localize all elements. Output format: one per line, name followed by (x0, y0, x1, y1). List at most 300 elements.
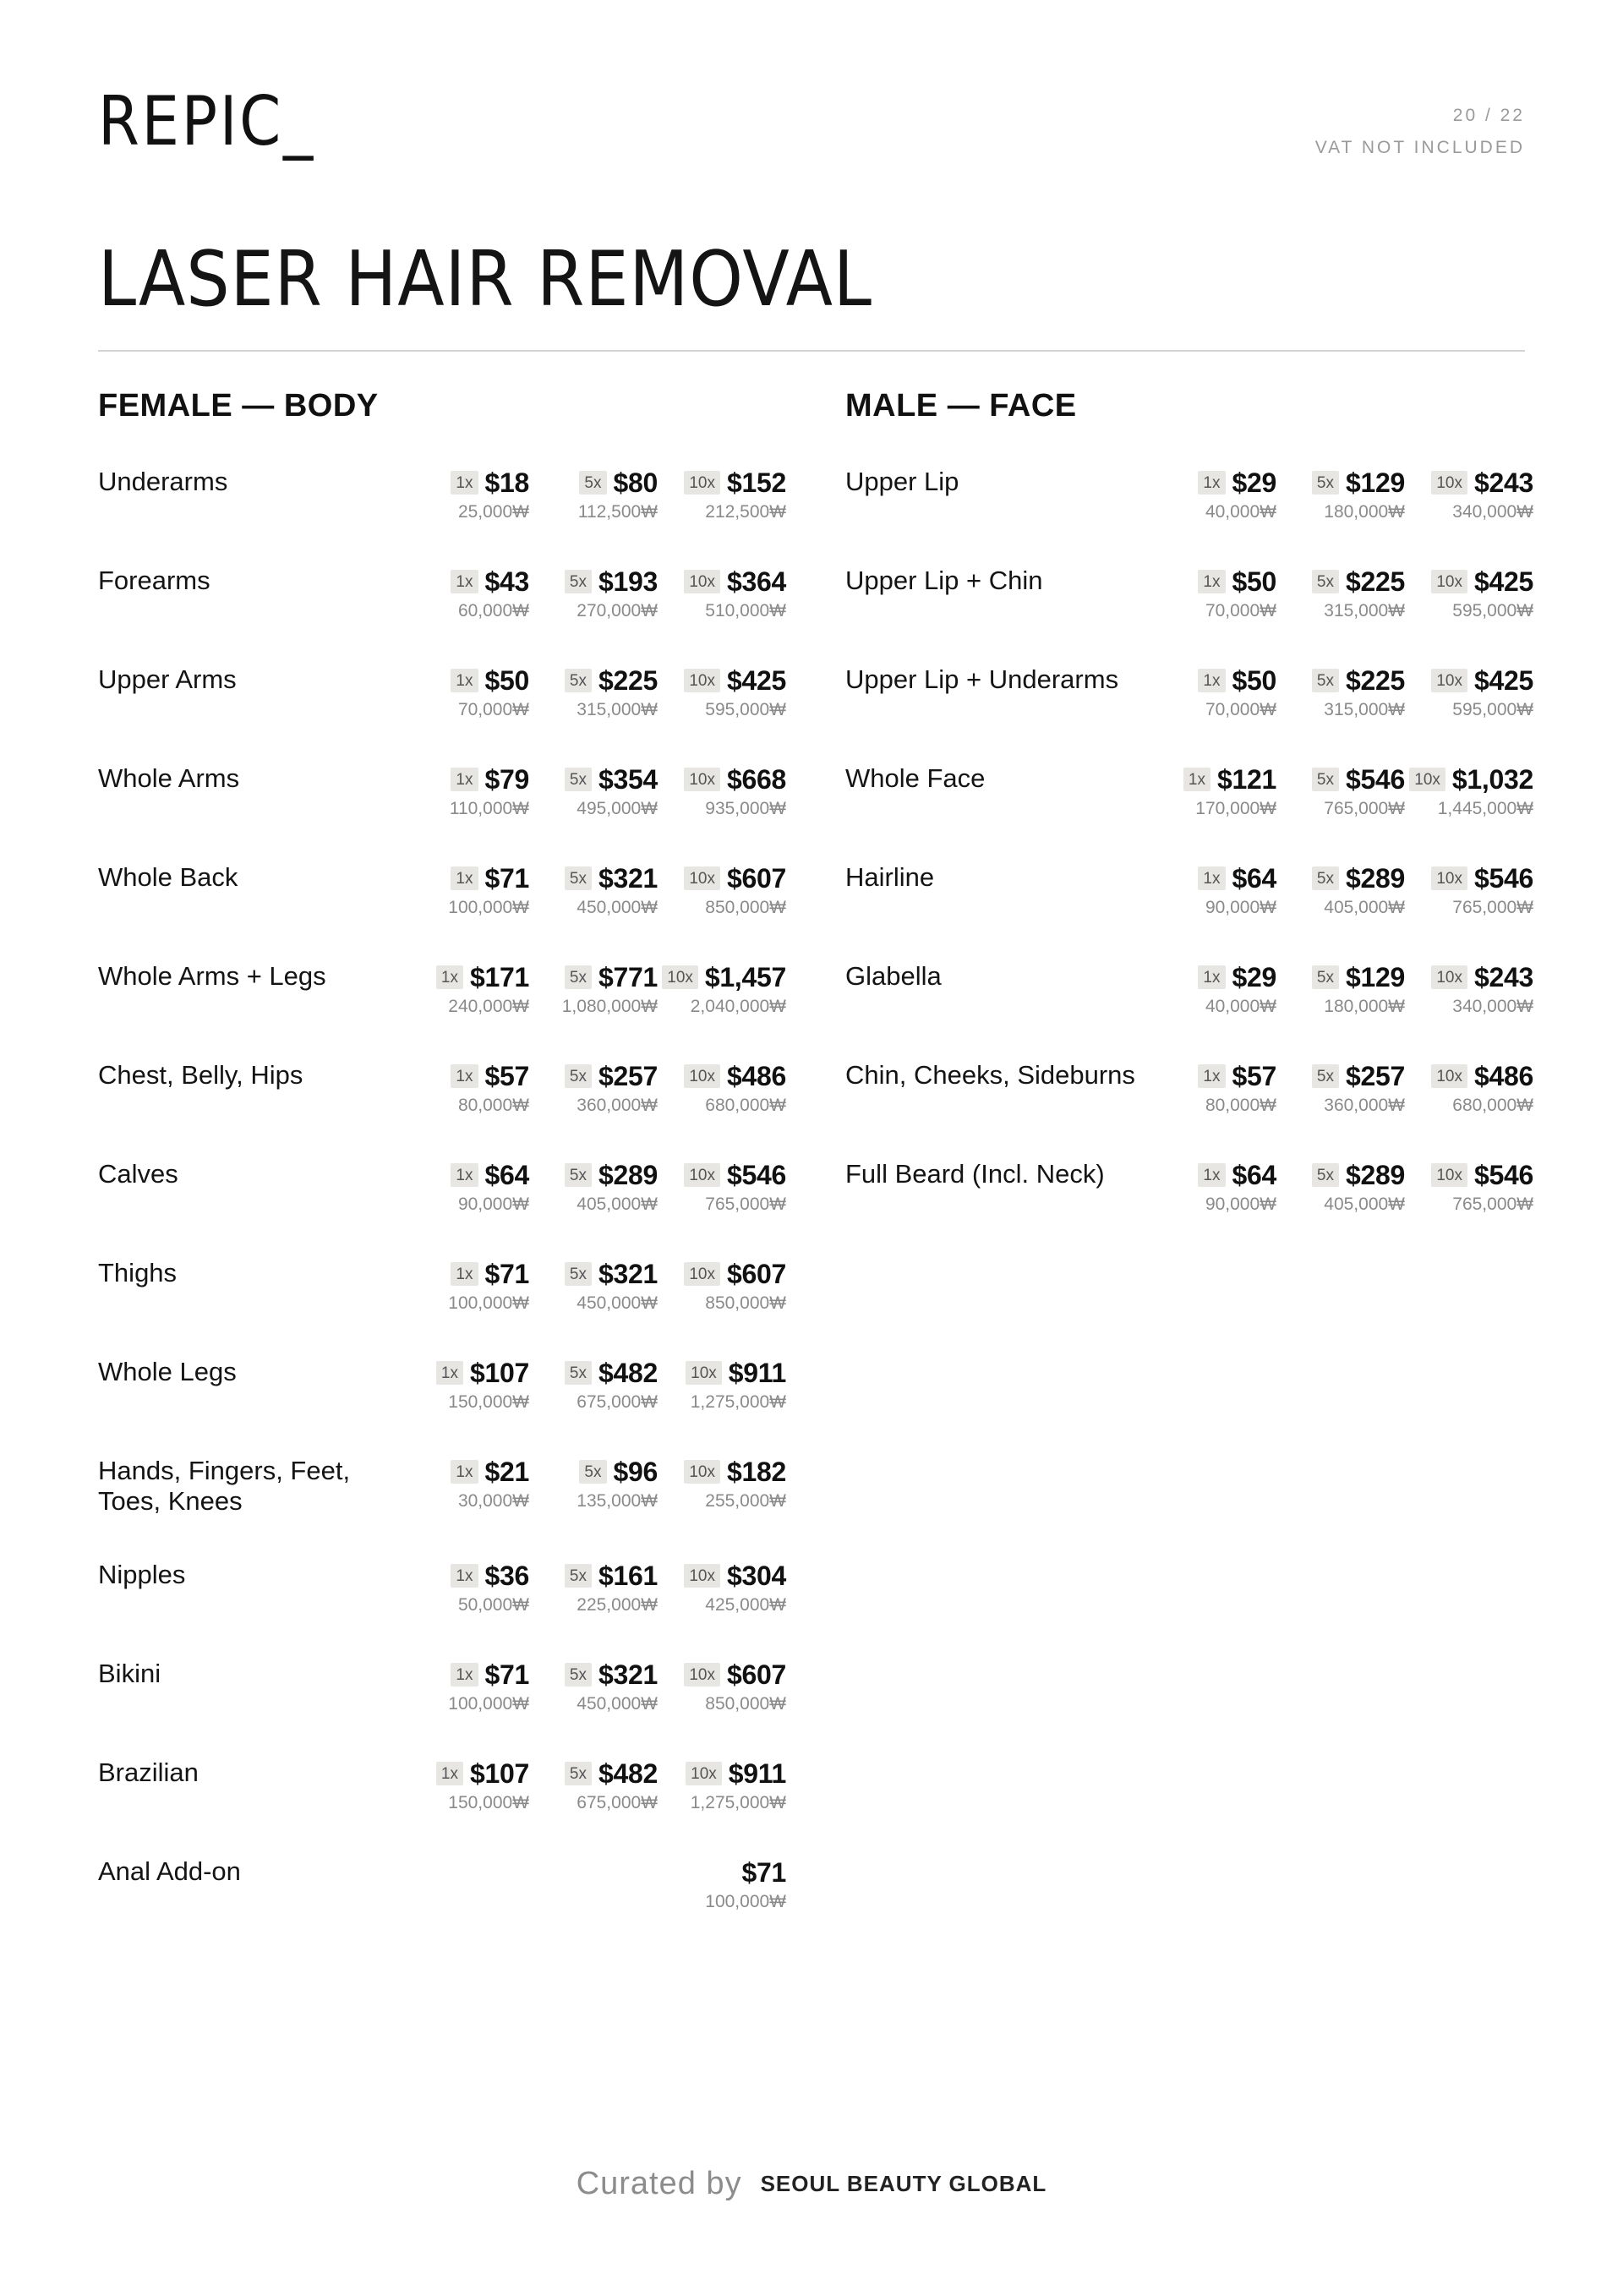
price-tier-top (1198, 664, 1276, 697)
price-tier (651, 1258, 786, 1317)
session-badge: 10x (684, 1064, 720, 1088)
price-row (845, 467, 1533, 566)
male-face-section (845, 387, 1533, 1258)
session-badge: 10x (1431, 669, 1467, 692)
item-name: Chest, Belly, Hips (98, 1060, 303, 1090)
price-krw: 180,000₩ (1324, 502, 1405, 522)
item-name: Upper Lip + Underarms (845, 664, 1119, 694)
price-usd: $107 (470, 1758, 529, 1789)
price-usd: $289 (1346, 1160, 1405, 1190)
price-tier (651, 1456, 786, 1515)
price-usd: $257 (1346, 1061, 1405, 1091)
session-badge: 1x (1198, 471, 1225, 495)
session-badge: 1x (436, 1361, 463, 1385)
price-usd: $546 (1346, 764, 1405, 795)
price-krw: 765,000₩ (1324, 799, 1405, 818)
price-row (845, 566, 1533, 664)
price-usd: $911 (728, 1758, 786, 1789)
session-badge: 10x (686, 1361, 722, 1385)
price-tier (1270, 1159, 1405, 1218)
section-heading-male: MALE — FACE (845, 388, 1077, 424)
session-badge: 5x (565, 1163, 592, 1187)
session-badge: 1x (451, 1064, 478, 1088)
price-krw: 80,000₩ (457, 1096, 529, 1115)
price-usd: $36 (484, 1561, 529, 1591)
price-tier (394, 1357, 529, 1416)
price-tier (1141, 862, 1276, 921)
price-tier (651, 1159, 786, 1218)
item-name: Full Beard (Incl. Neck) (845, 1159, 1105, 1189)
price-usd: $289 (598, 1160, 658, 1190)
price-tier (651, 763, 786, 823)
session-badge: 1x (1198, 866, 1225, 890)
price-usd: $243 (1474, 962, 1533, 992)
item-name: Whole Arms + Legs (98, 961, 326, 991)
item-name: Whole Arms (98, 763, 240, 793)
price-krw: 170,000₩ (1195, 799, 1276, 818)
price-krw: 2,040,000₩ (690, 997, 786, 1016)
price-krw: 765,000₩ (705, 1194, 786, 1214)
price-tier (1270, 961, 1405, 1020)
session-badge: 5x (1312, 669, 1339, 692)
item-name: Glabella (845, 961, 942, 991)
price-krw: 90,000₩ (457, 1194, 529, 1214)
price-usd: $50 (1232, 665, 1276, 696)
price-row (98, 862, 786, 961)
session-badge: 1x (451, 1564, 478, 1588)
session-badge: 1x (451, 768, 478, 791)
price-usd: $1,032 (1451, 764, 1533, 795)
session-badge: 1x (451, 866, 478, 890)
session-badge: 10x (1431, 965, 1467, 989)
price-tier (522, 1456, 658, 1515)
page-indicator: 20 / 22 (1452, 106, 1525, 125)
price-row (98, 664, 786, 763)
session-badge: 5x (565, 768, 592, 791)
price-tier-top (451, 1560, 529, 1592)
session-badge: 10x (684, 471, 720, 495)
price-tier-top (1312, 1060, 1405, 1092)
price-usd: $257 (598, 1061, 658, 1091)
session-badge: 10x (684, 669, 720, 692)
price-krw: 595,000₩ (1452, 700, 1533, 719)
price-krw: 405,000₩ (1324, 898, 1405, 917)
price-krw: 595,000₩ (1452, 601, 1533, 620)
price-tier (651, 961, 786, 1020)
price-krw: 680,000₩ (705, 1096, 786, 1115)
price-tier-top (1198, 1159, 1276, 1191)
price-krw: 315,000₩ (1324, 700, 1405, 719)
price-krw: 510,000₩ (705, 601, 786, 620)
price-tier (522, 763, 658, 823)
price-usd: $29 (1232, 467, 1276, 498)
price-tier-top (451, 1659, 529, 1691)
price-tier (1141, 1060, 1276, 1119)
price-krw: 100,000₩ (705, 1892, 786, 1911)
price-krw: 225,000₩ (577, 1595, 658, 1615)
price-usd: $546 (727, 1160, 786, 1190)
price-tier (1270, 1060, 1405, 1119)
price-krw: 70,000₩ (457, 700, 529, 719)
price-usd: $152 (727, 467, 786, 498)
price-krw: 212,500₩ (705, 502, 786, 522)
price-tier-top (1312, 566, 1405, 598)
price-tier (394, 1659, 529, 1718)
price-tier-top (684, 1060, 786, 1092)
price-usd: $64 (1232, 1160, 1276, 1190)
price-krw: 1,080,000₩ (561, 997, 658, 1016)
female-body-section (98, 387, 786, 1955)
price-tier (394, 862, 529, 921)
price-tier-top (1183, 763, 1276, 795)
price-tier (1141, 467, 1276, 526)
price-tier (651, 1060, 786, 1119)
item-name: Whole Legs (98, 1357, 237, 1386)
session-badge: 5x (1312, 965, 1339, 989)
session-badge: 1x (1198, 669, 1225, 692)
item-name: Anal Add-on (98, 1856, 241, 1886)
price-usd: $225 (598, 665, 658, 696)
price-tier-top (686, 1357, 786, 1389)
price-usd: $546 (1474, 863, 1533, 894)
session-badge: 10x (1431, 866, 1467, 890)
price-krw: 850,000₩ (705, 1293, 786, 1313)
session-badge: 1x (451, 1262, 478, 1286)
price-tier-top (1312, 467, 1405, 499)
price-tier (522, 1560, 658, 1619)
price-tier-top (451, 1258, 529, 1290)
price-krw: 135,000₩ (577, 1491, 658, 1511)
price-krw: 450,000₩ (577, 898, 658, 917)
price-tier-top (684, 862, 786, 894)
session-badge: 10x (1431, 1163, 1467, 1187)
price-krw: 315,000₩ (577, 700, 658, 719)
price-tier-top (565, 961, 658, 993)
price-krw: 360,000₩ (1324, 1096, 1405, 1115)
price-usd: $911 (728, 1358, 786, 1388)
price-usd: $29 (1232, 962, 1276, 992)
price-tier-top (1312, 862, 1405, 894)
session-badge: 1x (436, 965, 463, 989)
price-tier (522, 1159, 658, 1218)
price-krw: 1,275,000₩ (690, 1793, 786, 1812)
price-row (98, 1159, 786, 1258)
session-badge: 10x (684, 1663, 720, 1686)
price-tier-top (1431, 467, 1533, 499)
price-tier-top (565, 1659, 658, 1691)
price-usd: $21 (484, 1457, 529, 1487)
price-row (98, 467, 786, 566)
price-tier (394, 1560, 529, 1619)
price-tier-top (565, 1758, 658, 1790)
price-usd: $425 (727, 665, 786, 696)
price-usd: $80 (613, 467, 658, 498)
price-tier-top (1198, 961, 1276, 993)
price-tier (522, 1758, 658, 1817)
price-tier (1270, 862, 1405, 921)
price-krw: 450,000₩ (577, 1694, 658, 1714)
price-krw: 90,000₩ (1205, 1194, 1276, 1214)
price-usd: $486 (727, 1061, 786, 1091)
price-tier-top (436, 1357, 529, 1389)
price-usd: $486 (1474, 1061, 1533, 1091)
price-krw: 40,000₩ (1205, 502, 1276, 522)
price-usd: $64 (1232, 863, 1276, 894)
price-row (98, 961, 786, 1060)
price-tier-top (451, 467, 529, 499)
price-usd: $546 (1474, 1160, 1533, 1190)
session-badge: 5x (565, 1663, 592, 1686)
price-tier-top (579, 1456, 658, 1488)
price-tier (1398, 1060, 1533, 1119)
session-badge: 5x (565, 1564, 592, 1588)
item-name: Thighs (98, 1258, 178, 1287)
footer-brand: SEOUL BEAUTY GLOBAL (760, 2171, 1047, 2196)
price-krw: 935,000₩ (705, 799, 786, 818)
session-badge: 5x (565, 1762, 592, 1785)
session-badge: 1x (1183, 768, 1210, 791)
price-row (845, 961, 1533, 1060)
price-usd: $18 (484, 467, 529, 498)
price-row (98, 1560, 786, 1659)
price-tier (651, 1758, 786, 1817)
session-badge: 5x (1312, 1163, 1339, 1187)
price-usd: $161 (598, 1561, 658, 1591)
price-tier (394, 1258, 529, 1317)
session-badge: 5x (565, 866, 592, 890)
price-tier-top (451, 566, 529, 598)
price-usd: $79 (484, 764, 529, 795)
price-krw: 675,000₩ (577, 1793, 658, 1812)
item-name: Hands, Fingers, Feet, Toes, Knees (98, 1456, 351, 1516)
price-usd: $71 (484, 863, 529, 894)
price-tier (394, 566, 529, 625)
session-badge: 5x (1312, 570, 1339, 593)
price-tier (1141, 566, 1276, 625)
footer-lead: Curated by (576, 2166, 742, 2201)
price-usd: $607 (727, 863, 786, 894)
price-usd: $193 (598, 566, 658, 597)
price-usd: $71 (741, 1857, 786, 1888)
price-tier (651, 467, 786, 526)
price-krw: 90,000₩ (1205, 898, 1276, 917)
brand-logo: REPIC_ (98, 82, 315, 161)
price-tier-top (579, 467, 658, 499)
price-krw: 680,000₩ (1452, 1096, 1533, 1115)
price-tier-top (565, 1159, 658, 1191)
price-tier-top (684, 664, 786, 697)
item-name: Whole Face (845, 763, 986, 793)
price-tier-top (565, 862, 658, 894)
price-usd: $425 (1474, 566, 1533, 597)
price-krw: 180,000₩ (1324, 997, 1405, 1016)
price-krw: 1,275,000₩ (690, 1392, 786, 1412)
price-tier (1398, 763, 1533, 823)
price-tier-top (684, 467, 786, 499)
item-name: Nipples (98, 1560, 186, 1589)
item-name: Chin, Cheeks, Sideburns (845, 1060, 1135, 1090)
price-krw: 70,000₩ (1205, 601, 1276, 620)
price-krw: 340,000₩ (1452, 502, 1533, 522)
session-badge: 10x (684, 570, 720, 593)
price-usd: $771 (598, 962, 658, 992)
item-name: Forearms (98, 566, 210, 595)
price-krw: 60,000₩ (457, 601, 529, 620)
price-tier (1270, 664, 1405, 724)
price-krw: 450,000₩ (577, 1293, 658, 1313)
price-tier (522, 1659, 658, 1718)
price-tier-top (451, 664, 529, 697)
price-tier (522, 566, 658, 625)
price-tier (1141, 1159, 1276, 1218)
price-tier (394, 1758, 529, 1817)
price-usd: $71 (484, 1659, 529, 1690)
price-tier-top (1431, 1060, 1533, 1092)
session-badge: 5x (1312, 471, 1339, 495)
price-usd: $304 (727, 1561, 786, 1591)
session-badge: 10x (1431, 471, 1467, 495)
price-tier (1398, 961, 1533, 1020)
price-tier-top (565, 1060, 658, 1092)
price-krw: 30,000₩ (457, 1491, 529, 1511)
price-row (845, 1159, 1533, 1258)
price-usd: $243 (1474, 467, 1533, 498)
price-tier-top (686, 1758, 786, 1790)
price-usd: $607 (727, 1259, 786, 1289)
session-badge: 1x (451, 669, 478, 692)
addon-row (98, 1856, 786, 1955)
item-name: Upper Lip + Chin (845, 566, 1043, 595)
price-tier-top (565, 566, 658, 598)
price-tier (1398, 664, 1533, 724)
price-tier (522, 467, 658, 526)
session-badge: 10x (684, 1564, 720, 1588)
price-tier (1141, 664, 1276, 724)
price-row (98, 763, 786, 862)
price-krw: 495,000₩ (577, 799, 658, 818)
price-tier-top (1431, 664, 1533, 697)
price-krw: 100,000₩ (448, 1293, 529, 1313)
price-tier-top (1198, 566, 1276, 598)
price-tier-top (436, 1758, 529, 1790)
price-tier (1270, 763, 1405, 823)
price-tier (522, 1258, 658, 1317)
price-tier-top (451, 862, 529, 894)
price-krw: 315,000₩ (1324, 601, 1405, 620)
price-usd: $289 (1346, 863, 1405, 894)
price-tier-top (565, 1357, 658, 1389)
price-usd: $57 (1232, 1061, 1276, 1091)
price-tier (394, 467, 529, 526)
vat-note: VAT NOT INCLUDED (1314, 138, 1525, 157)
price-krw: 40,000₩ (1205, 997, 1276, 1016)
price-usd: $107 (470, 1358, 529, 1388)
price-krw: 765,000₩ (1452, 898, 1533, 917)
price-usd: $321 (598, 1659, 658, 1690)
price-usd: $225 (1346, 566, 1405, 597)
item-name: Upper Lip (845, 467, 959, 496)
price-tier-top (1312, 763, 1405, 795)
price-tier-top (565, 1560, 658, 1592)
session-badge: 10x (684, 866, 720, 890)
session-badge: 10x (1431, 1064, 1467, 1088)
price-usd: $668 (727, 764, 786, 795)
price-krw: 405,000₩ (1324, 1194, 1405, 1214)
price-krw: 112,500₩ (577, 502, 658, 522)
price-tier-top (684, 1258, 786, 1290)
price-krw: 240,000₩ (448, 997, 529, 1016)
price-usd: $182 (727, 1457, 786, 1487)
session-badge: 1x (1198, 1163, 1225, 1187)
price-tier-top (565, 1258, 658, 1290)
price-tier (651, 566, 786, 625)
price-tier (522, 1060, 658, 1119)
price-tier-top (1198, 862, 1276, 894)
price-tier (1398, 1159, 1533, 1218)
item-name: Upper Arms (98, 664, 237, 694)
item-name: Calves (98, 1159, 178, 1189)
session-badge: 10x (1409, 768, 1445, 791)
price-tier (394, 1456, 529, 1515)
price-usd: $225 (1346, 665, 1405, 696)
price-krw: 255,000₩ (705, 1491, 786, 1511)
session-badge: 5x (579, 1460, 606, 1484)
item-name: Bikini (98, 1659, 161, 1688)
price-krw: 340,000₩ (1452, 997, 1533, 1016)
price-row (845, 862, 1533, 961)
session-badge: 5x (1312, 866, 1339, 890)
price-krw: 150,000₩ (448, 1793, 529, 1812)
price-tier (394, 1159, 529, 1218)
price-krw: 150,000₩ (448, 1392, 529, 1412)
price-tier-top (684, 1159, 786, 1191)
price-usd: $354 (598, 764, 658, 795)
price-krw: 405,000₩ (577, 1194, 658, 1214)
price-tier-top (1198, 1060, 1276, 1092)
item-name: Whole Back (98, 862, 238, 892)
price-row (98, 566, 786, 664)
session-badge: 1x (1198, 965, 1225, 989)
price-usd: $171 (470, 962, 529, 992)
price-tier (394, 961, 529, 1020)
price-tier (522, 961, 658, 1020)
price-krw: 595,000₩ (705, 700, 786, 719)
price-tier-top (684, 566, 786, 598)
price-usd: $64 (484, 1160, 529, 1190)
price-usd: $129 (1346, 467, 1405, 498)
price-tier (651, 1357, 786, 1416)
session-badge: 10x (1431, 570, 1467, 593)
price-tier-top (451, 1159, 529, 1191)
price-krw: 100,000₩ (448, 898, 529, 917)
price-row (98, 1258, 786, 1357)
price-tier (651, 1560, 786, 1619)
price-tier (1270, 467, 1405, 526)
price-tier (1398, 566, 1533, 625)
section-heading-female: FEMALE — BODY (98, 388, 379, 424)
price-tier (522, 664, 658, 724)
price-krw: 270,000₩ (577, 601, 658, 620)
page-title: LASER HAIR REMOVAL (98, 235, 872, 324)
session-badge: 5x (565, 1262, 592, 1286)
page-meta (1315, 100, 1525, 164)
price-row (98, 1456, 786, 1560)
price-tier-top (1312, 1159, 1405, 1191)
price-krw: 80,000₩ (1205, 1096, 1276, 1115)
session-badge: 1x (1198, 1064, 1225, 1088)
price-usd: $43 (484, 566, 529, 597)
price-tier (394, 763, 529, 823)
